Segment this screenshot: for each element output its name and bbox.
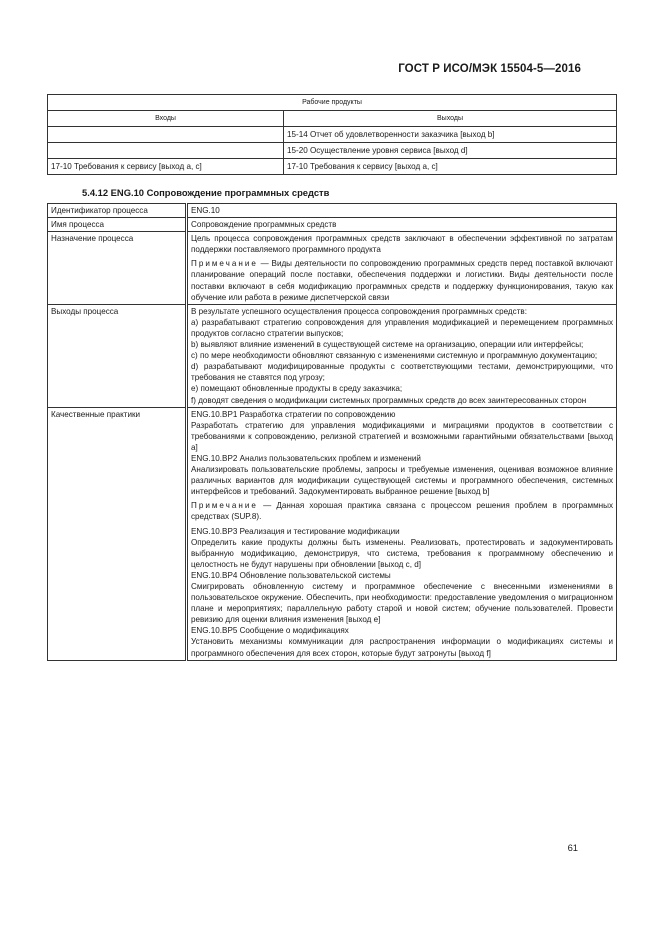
practices-label: Качественные практики xyxy=(48,407,187,660)
process-id-label: Идентификатор процесса xyxy=(48,204,187,218)
process-outputs-label: Выходы процесса xyxy=(48,304,187,407)
bp4-title: ENG.10.BP4 Обновление пользовательской системы xyxy=(191,570,391,580)
list-item: a) разрабатывают стратегию сопровождения для управления модификацией и перемещением программных продуктов согласно стратегии выпусков; xyxy=(191,317,613,338)
process-outputs-cell xyxy=(187,304,617,407)
bp1-title: ENG.10.BP1 Разработка стратегии по сопровождению xyxy=(191,409,396,419)
practice-note xyxy=(191,500,613,522)
bp1-text: Разработать стратегию для управления модификациями и миграциями продуктов в соответствии с требованиями к сопровождению, релизной стратегией и возможными гарантийными обязательствами [выход a] xyxy=(191,420,613,452)
process-description-table xyxy=(47,203,617,661)
note-text: — Данная хорошая практика связана с процессом решения проблем в программных средствах (SUP.8). xyxy=(191,501,613,522)
note-word: Примечание xyxy=(191,259,258,269)
note-text: — Виды деятельности по сопровождению программных средств перед поставкой включают планирование операций после поставки, обеспечения поддержки и логистики. Виды деятельности после поставки включают в себя модификацию программных средств и поддержку функционирования, такую как обучение или работа в режиме диспетчерской связи xyxy=(191,259,613,302)
list-item: d) разрабатывают модифицированные продукты с соответствующими тестами, демонстрирующими, что требования не ставятся под угрозу; xyxy=(191,362,613,383)
input-cell xyxy=(48,127,284,143)
work-products-caption: Рабочие продукты xyxy=(48,95,617,111)
table-row xyxy=(48,159,617,175)
purpose-text: Цель процесса сопровождения программных средств заключают в обеспечении эффективной по затратам поддержки поставляемого программного продукта xyxy=(191,234,613,255)
outputs-intro: В результате успешного осуществления процесса сопровождения программных средств: xyxy=(191,306,527,316)
output-cell: 17-10 Требования к сервису [выход a, c] xyxy=(284,159,617,175)
process-name-value: Сопровождение программных средств xyxy=(187,218,617,232)
bp2-title: ENG.10.BP2 Анализ пользовательских проблем и изменений xyxy=(191,453,421,463)
note-word: Примечание xyxy=(191,501,258,511)
document-header-title: ГОСТ Р ИСО/МЭК 15504-5—2016 xyxy=(398,63,581,75)
list-item: f) доводят сведения о модификации системных программных средств до всех заинтересованных сторон xyxy=(191,395,587,405)
bp4-text: Смигрировать обновленную систему и программное обеспечение с внесенными изменениями в пользовательское окружение. Обеспечить, при необходимости: предоставление уведомления о миграционном плане и мероприятиях; параллельную работу старой и новой систем; обучение пользователей. Провести ревизию для оценки влияния изменения [выход e] xyxy=(191,582,613,625)
input-cell: 17-10 Требования к сервису [выход a, c] xyxy=(48,159,284,175)
list-item: b) выявляют влияние изменений в существующей системе на организацию, операции или интерфейсы; xyxy=(191,340,584,350)
process-id-value: ENG.10 xyxy=(187,204,617,218)
outputs-column-header: Выходы xyxy=(284,111,617,127)
bp3-title: ENG.10.BP3 Реализация и тестирование модификации xyxy=(191,526,400,536)
work-products-table xyxy=(47,94,617,175)
output-cell: 15-20 Осуществление уровня сервиса [выход d] xyxy=(284,143,617,159)
page-number: 61 xyxy=(567,842,578,853)
list-item: c) по мере необходимости обновляют связанную с изменениями системную и программную документацию; xyxy=(191,351,598,361)
process-purpose-cell xyxy=(187,232,617,305)
bp2-text: Анализировать пользовательские проблемы, запросы и требуемые изменения, оценивая возможное влияние различных вариантов для модификации существующей системы и программного обеспечения, системных интерфейсов и требований. Задокументировать выбранное решение [выход b] xyxy=(191,465,613,497)
input-cell xyxy=(48,143,284,159)
section-heading: 5.4.12 ENG.10 Сопровождение программных средств xyxy=(82,187,330,198)
bp5-text: Установить механизмы коммуникации для распространения информации о модификациях системы и программного обеспечения для всех сторон, которые будут затронуты [выход f] xyxy=(191,637,613,658)
process-name-label: Имя процесса xyxy=(48,218,187,232)
list-item: e) помещают обновленные продукты в среду заказчика; xyxy=(191,384,403,394)
inputs-column-header: Входы xyxy=(48,111,284,127)
purpose-note xyxy=(191,258,613,302)
practices-cell xyxy=(187,407,617,660)
table-row xyxy=(48,143,617,159)
table-row xyxy=(48,127,617,143)
bp5-title: ENG.10.BP5 Сообщение о модификациях xyxy=(191,626,349,636)
bp3-text: Определить какие продукты должны быть изменены. Реализовать, протестировать и задокументировать выбранную модификацию, демонстрируя, что система, требования к программному обеспечению и целостность не будут нарушены при обновлении [выход c, d] xyxy=(191,537,613,569)
process-purpose-label: Назначение процесса xyxy=(48,232,187,305)
output-cell: 15-14 Отчет об удовлетворенности заказчика [выход b] xyxy=(284,127,617,143)
